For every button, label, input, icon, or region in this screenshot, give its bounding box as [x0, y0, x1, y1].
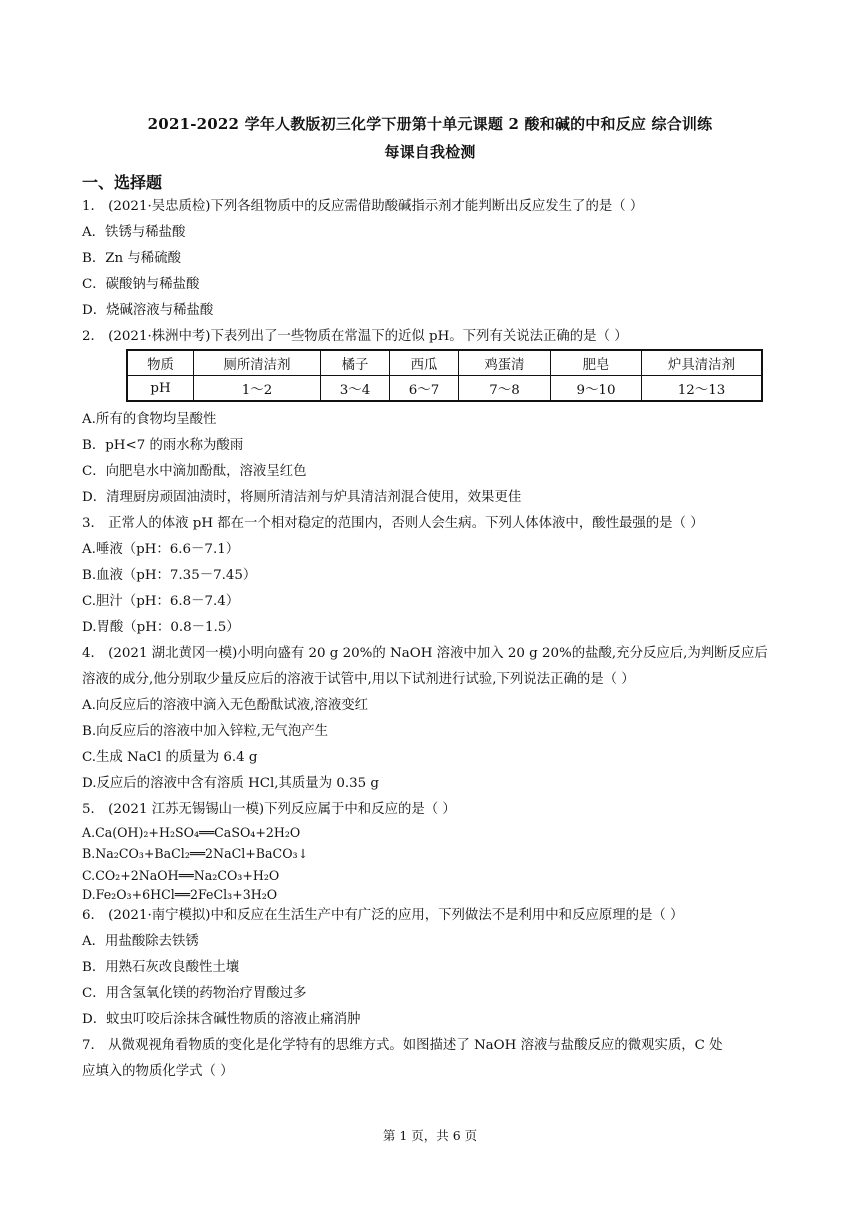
table-row: [127, 350, 762, 376]
option-4c: C.生成 NaCl 的质量为 6.4 g: [82, 750, 258, 765]
table-cell: 12～13: [642, 376, 763, 402]
question-2: 2． (2021·株洲中考)下表列出了一些物质在常温下的近似 pH。下列有关说法正确的是（ ）: [82, 329, 628, 344]
option-1c: C．碳酸钠与稀盐酸: [82, 277, 200, 292]
table-cell: 9～10: [551, 376, 642, 402]
option-3c: C.胆汁（pH：6.8－7.4）: [82, 594, 240, 609]
question-4: 4． (2021 湖北黄冈一模)小明向盛有 20 g 20%的 NaOH 溶液中加入 20 g 20%的盐酸,充分反应后,为判断反应后: [82, 646, 768, 661]
ph-table: [126, 349, 763, 402]
table-cell: 西瓜: [390, 350, 459, 376]
table-cell: 1～2: [194, 376, 321, 402]
table-cell: pH: [127, 376, 194, 402]
section-heading: 一、选择题: [82, 173, 163, 192]
table-cell: 物质: [127, 350, 194, 376]
option-2c: C．向肥皂水中滴加酚酞，溶液呈红色: [82, 464, 307, 479]
question-4-continued: 溶液的成分,他分别取少量反应后的溶液于试管中,用以下试剂进行试验,下列说法正确的是（ ）: [82, 672, 635, 687]
option-6b: B．用熟石灰改良酸性土壤: [82, 960, 240, 975]
question-6: 6． (2021·南宁模拟)中和反应在生活生产中有广泛的应用，下列做法不是利用中和反应原理的是（ ）: [82, 908, 684, 923]
option-6c: C．用含氢氧化镁的药物治疗胃酸过多: [82, 986, 307, 1001]
table-cell: 橘子: [321, 350, 390, 376]
option-5d: D.Fe₂O₃+6HCl══2FeCl₃+3H₂O: [82, 887, 278, 902]
question-1: 1． (2021·吴忠质检)下列各组物质中的反应需借助酸碱指示剂才能判断出反应发生了的是（ ）: [82, 199, 644, 214]
option-5c: C.CO₂+2NaOH══Na₂CO₃+H₂O: [82, 868, 280, 883]
question-7: 7． 从微观视角看物质的变化是化学特有的思维方式。如图描述了 NaOH 溶液与盐酸反应的微观实质，C 处: [82, 1038, 723, 1053]
table-cell: 鸡蛋清: [459, 350, 551, 376]
option-1a: A．铁锈与稀盐酸: [82, 225, 186, 240]
option-2a: A.所有的食物均呈酸性: [82, 412, 217, 427]
option-5b: B.Na₂CO₃+BaCl₂══2NaCl+BaCO₃↓: [82, 846, 309, 861]
question-3: 3． 正常人的体液 pH 都在一个相对稳定的范围内，否则人会生病。下列人体体液中，酸性最强的是（ ）: [82, 516, 704, 531]
table-cell: 6～7: [390, 376, 459, 402]
option-2b: B．pH<7 的雨水称为酸雨: [82, 438, 244, 453]
option-4d: D.反应后的溶液中含有溶质 HCl,其质量为 0.35 g: [82, 776, 379, 791]
option-4b: B.向反应后的溶液中加入锌粒,无气泡产生: [82, 724, 328, 739]
document-subtitle: 每课自我检测: [384, 143, 476, 161]
table-cell: 炉具清洁剂: [642, 350, 763, 376]
table-row: [127, 376, 762, 402]
option-1b: B．Zn 与稀硫酸: [82, 251, 181, 266]
question-5: 5． (2021 江苏无锡锡山一模)下列反应属于中和反应的是（ ）: [82, 802, 456, 817]
option-4a: A.向反应后的溶液中滴入无色酚酞试液,溶液变红: [82, 698, 368, 713]
document-title: 2021-2022 学年人教版初三化学下册第十单元课题 2 酸和碱的中和反应 综合训练: [147, 115, 713, 133]
table-cell: 厕所清洁剂: [194, 350, 321, 376]
option-3a: A.唾液（pH：6.6－7.1）: [82, 542, 240, 557]
table-cell: 7～8: [459, 376, 551, 402]
option-6a: A．用盐酸除去铁锈: [82, 934, 199, 949]
page-footer: 第 1 页，共 6 页: [382, 1128, 478, 1143]
option-2d: D．清理厨房顽固油渍时，将厕所清洁剂与炉具清洁剂混合使用，效果更佳: [82, 490, 522, 505]
option-5a: A.Ca(OH)₂+H₂SO₄══CaSO₄+2H₂O: [82, 825, 301, 840]
option-3b: B.血液（pH：7.35－7.45）: [82, 568, 257, 583]
question-7-continued: 应填入的物质化学式（ ）: [82, 1064, 234, 1079]
option-6d: D．蚊虫叮咬后涂抹含碱性物质的溶液止痛消肿: [82, 1012, 361, 1027]
option-3d: D.胃酸（pH：0.8－1.5）: [82, 620, 240, 635]
table-cell: 肥皂: [551, 350, 642, 376]
table-cell: 3～4: [321, 376, 390, 402]
option-1d: D．烧碱溶液与稀盐酸: [82, 303, 214, 318]
